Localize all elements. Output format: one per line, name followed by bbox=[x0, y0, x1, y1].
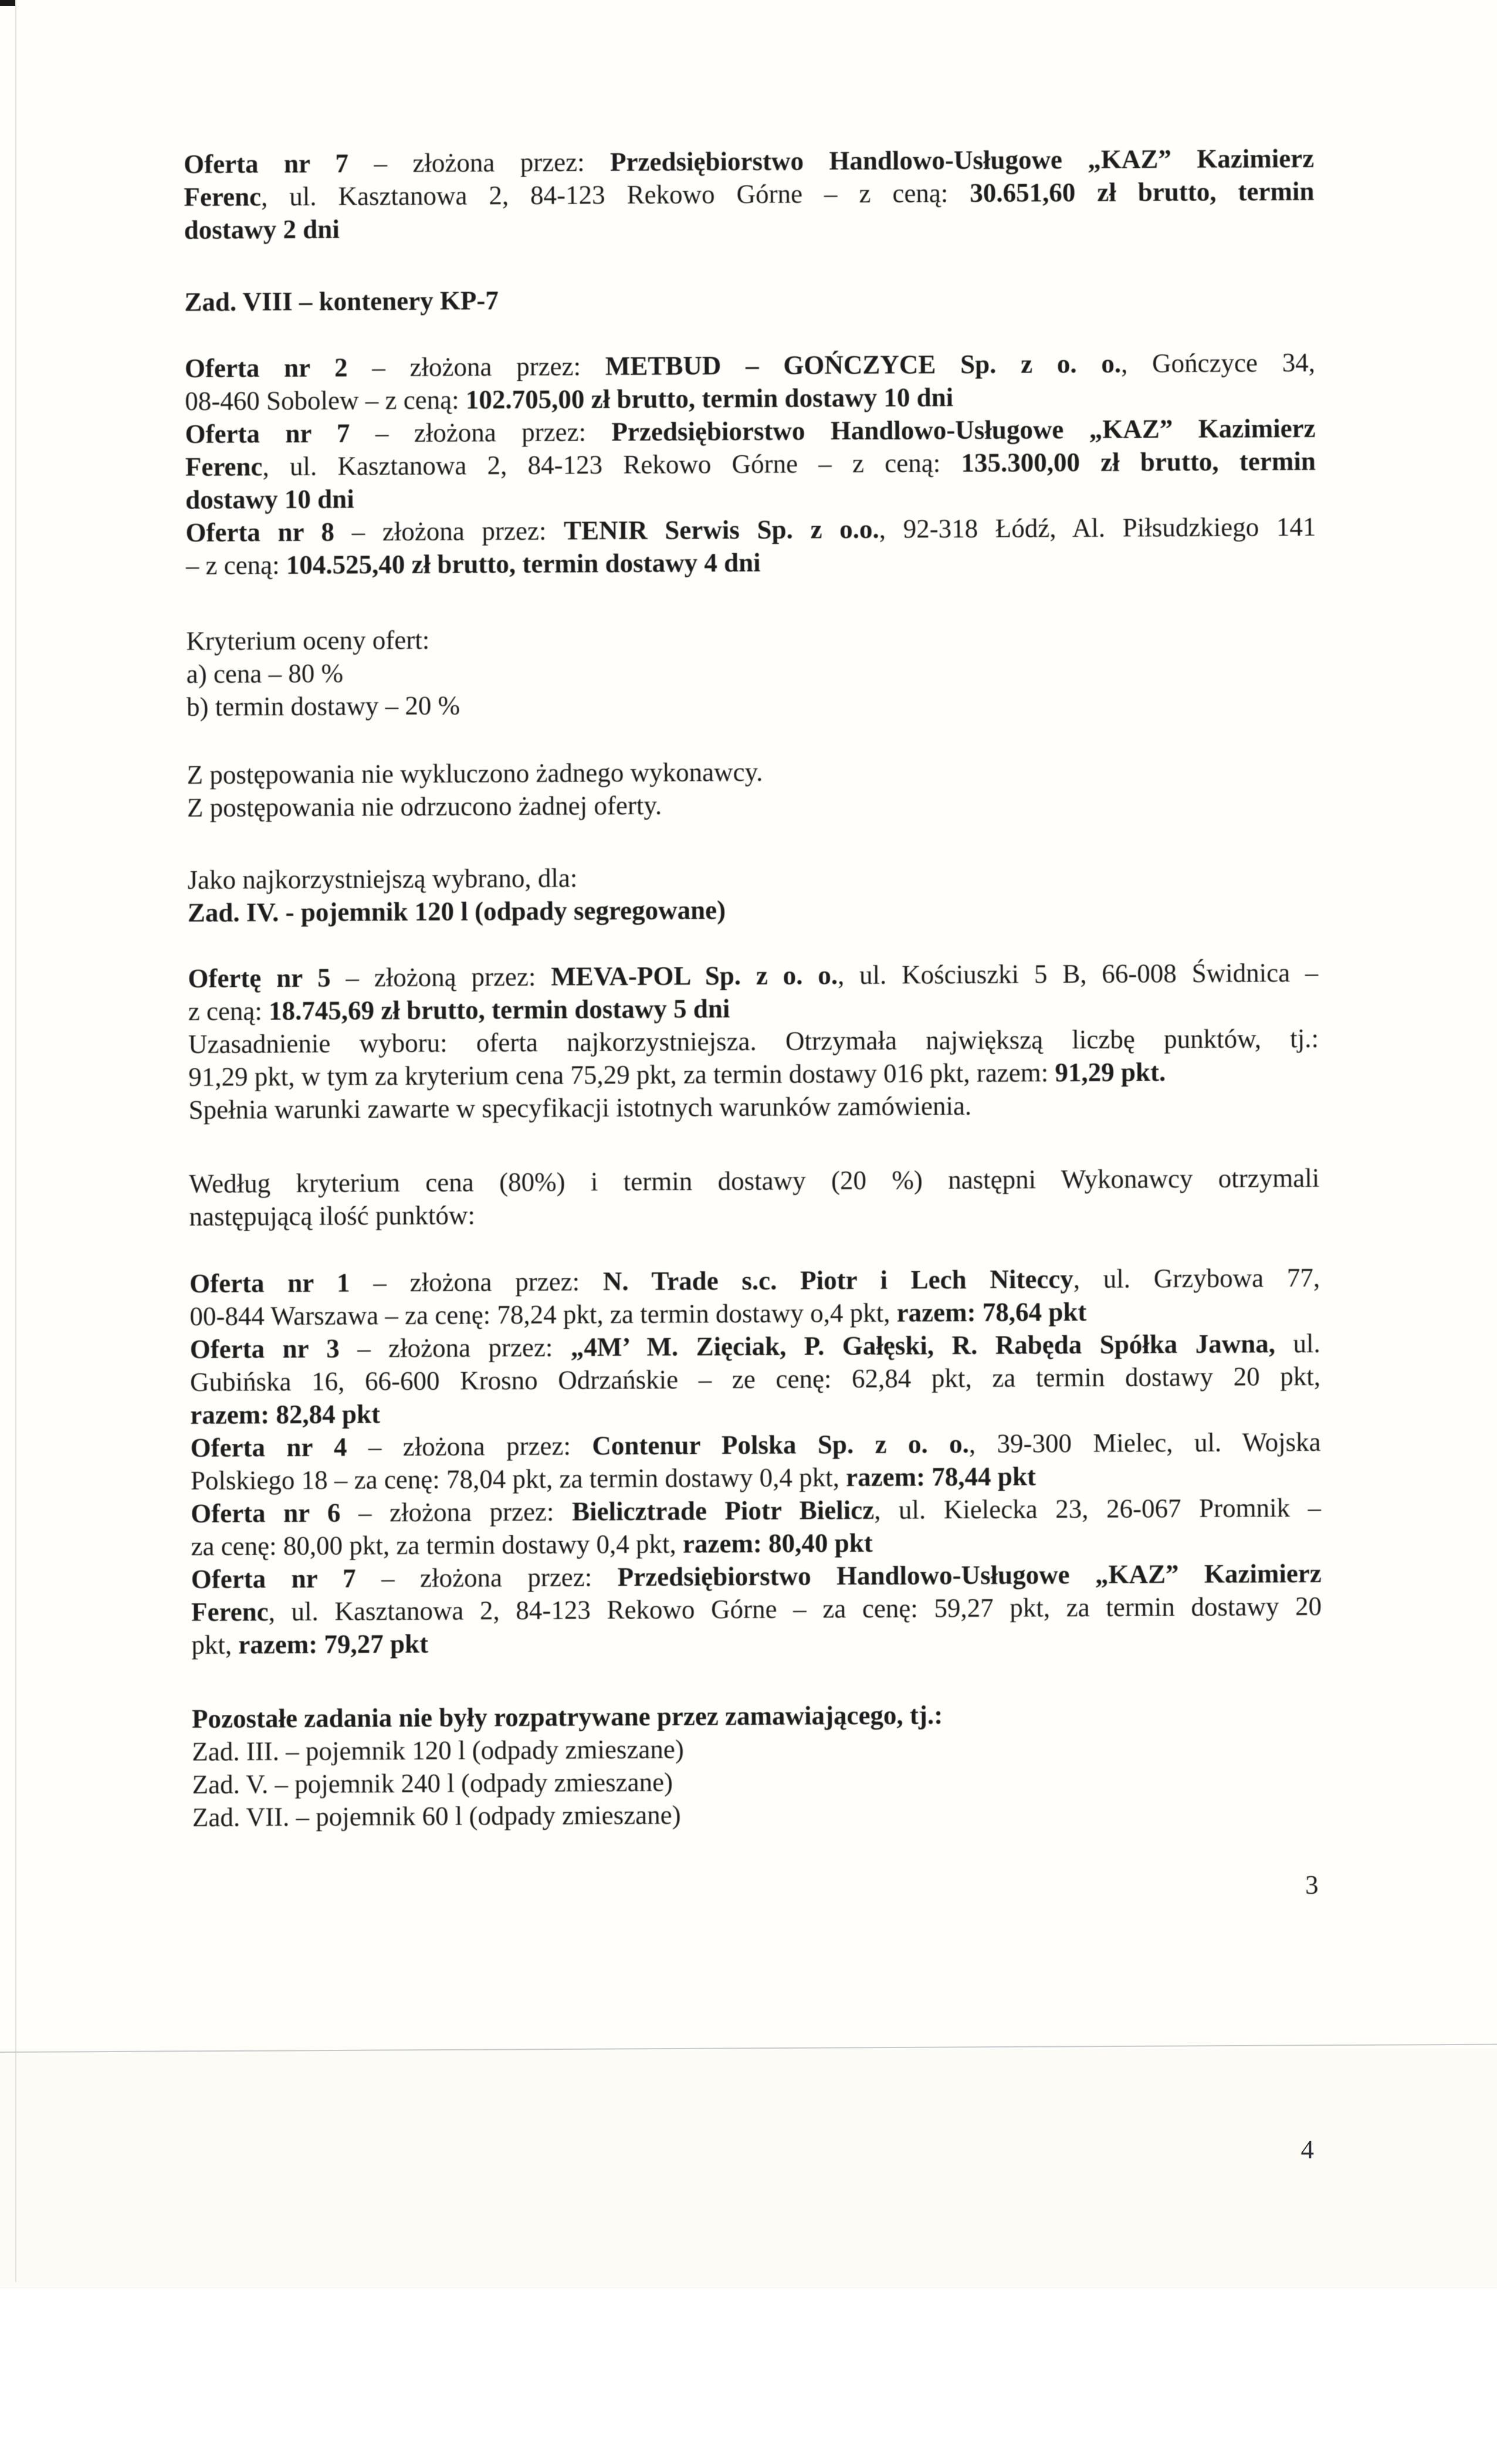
text-run: 91,29 pkt, w tym za kryterium cena 75,29 pkt, za termin dostawy 016 pkt, razem: bbox=[188, 1058, 1055, 1092]
remaining-tasks-block bbox=[192, 1697, 1323, 1834]
text-run: następującą ilość punktów: bbox=[189, 1200, 476, 1231]
paragraph bbox=[192, 1697, 1323, 1834]
text-line bbox=[185, 478, 1316, 516]
text-run: 00-844 Warszawa – za cenę: 78,24 pkt, za termin dostawy o,4 pkt, bbox=[189, 1298, 897, 1331]
text-run: Według kryterium cena (80%) i termin dostawy (20 %) następni Wykonawcy otrzymali bbox=[189, 1163, 1320, 1199]
text-run: b) termin dostawy – 20 % bbox=[186, 691, 460, 722]
offers-points-block bbox=[189, 1261, 1322, 1661]
text-run: za cenę: 80,00 pkt, za termin dostawy 0,4 pkt, bbox=[191, 1529, 683, 1561]
text-run: – złożona przez: bbox=[347, 1431, 592, 1462]
bold-run: TENIR Serwis Sp. z o.o. bbox=[563, 514, 879, 546]
text-run: , ul. Grzybowa 77, bbox=[1073, 1263, 1320, 1294]
text-line bbox=[190, 1327, 1320, 1366]
text-run: 08-460 Sobolew – z ceną: bbox=[185, 385, 466, 416]
bold-run: razem: 78,64 pkt bbox=[896, 1297, 1087, 1328]
text-line bbox=[191, 1590, 1322, 1629]
text-line bbox=[185, 445, 1316, 483]
text-line bbox=[191, 1623, 1322, 1661]
bold-run: razem: 82,84 pkt bbox=[190, 1399, 381, 1430]
bold-run: „4M’ M. Zięciak, P. Gałęski, R. Rabęda Spółka Jawna, bbox=[570, 1329, 1276, 1362]
text-run: Gubińska 16, 66-600 Krosno Odrzańskie – ze cenę: 62,84 pkt, za termin dostawy 20 pkt, bbox=[189, 1361, 1321, 1397]
page-number-3: 3 bbox=[1305, 1870, 1319, 1900]
paragraph bbox=[190, 1327, 1321, 1431]
text-line bbox=[192, 1795, 1323, 1834]
bold-run: MEVA-POL Sp. z o. o. bbox=[551, 960, 838, 991]
text-run: Zad. V. – pojemnik 240 l (odpady zmieszane) bbox=[192, 1767, 673, 1799]
paragraph bbox=[188, 1088, 1319, 1126]
text-run: , 39-300 Mielec, ul. Wojska bbox=[968, 1427, 1321, 1459]
procedure-notes-block bbox=[187, 753, 1318, 824]
bold-run: 104.525,40 zł brutto, termin dostawy 4 dni bbox=[286, 547, 761, 580]
text-line bbox=[190, 1426, 1320, 1464]
paragraph bbox=[187, 858, 1318, 929]
text-run: Polskiego 18 – za cenę: 78,04 pkt, za termin dostawy 0,4 pkt, bbox=[190, 1463, 846, 1495]
text-run: , ul. Kasztanowa 2, 84-123 Rekowo Górne – za cenę: 59,27 pkt, za termin dostawy 20 bbox=[268, 1591, 1322, 1627]
text-line bbox=[191, 1557, 1322, 1596]
bold-run: Przedsiębiorstwo Handlowo-Usługowe „KAZ” Kazimierz bbox=[611, 413, 1316, 447]
zad-viii-heading-block bbox=[184, 280, 1315, 319]
text-line bbox=[191, 1458, 1321, 1497]
text-run: Uzasadnienie wyboru: oferta najkorzystniejsza. Otrzymała największą liczbę punktów, tj.: bbox=[188, 1023, 1319, 1059]
text-run: a) cena – 80 % bbox=[186, 658, 344, 689]
text-run: pkt, bbox=[191, 1630, 239, 1660]
criteria-list-block bbox=[186, 619, 1317, 723]
text-line bbox=[187, 786, 1318, 824]
text-run: Zad. VII. – pojemnik 60 l (odpady zmieszane) bbox=[192, 1800, 681, 1832]
text-line bbox=[185, 379, 1315, 418]
bold-run: Oferta nr 2 bbox=[184, 353, 348, 383]
bold-run: razem: 78,44 pkt bbox=[846, 1461, 1036, 1492]
scan-edge-line bbox=[15, 0, 16, 2282]
bold-run: razem: 79,27 pkt bbox=[238, 1629, 429, 1660]
bold-run: Oferta nr 3 bbox=[189, 1333, 340, 1364]
text-run: , ul. Kielecka 23, 26-067 Promnik – bbox=[873, 1492, 1322, 1525]
text-line bbox=[187, 652, 1317, 691]
bold-run: Oferta nr 8 bbox=[185, 517, 335, 547]
paragraph bbox=[185, 346, 1316, 418]
text-line bbox=[188, 1022, 1319, 1061]
bold-run: Oferta nr 7 bbox=[185, 418, 350, 449]
bold-run: Oferta nr 7 bbox=[184, 148, 349, 179]
text-line bbox=[189, 1294, 1320, 1333]
text-line bbox=[187, 858, 1318, 896]
text-run: Jako najkorzystniejszą wybrano, dla: bbox=[187, 863, 578, 895]
text-run: – złożona przez: bbox=[350, 1267, 604, 1298]
text-run: – złożona przez: bbox=[339, 1332, 571, 1363]
paragraph bbox=[191, 1491, 1322, 1563]
text-run: Kryterium oceny ofert: bbox=[186, 625, 430, 656]
text-line bbox=[184, 142, 1314, 181]
bold-run: dostawy 10 dni bbox=[185, 484, 354, 515]
paragraph bbox=[191, 1557, 1322, 1661]
bold-run: METBUD – GOŃCZYCE Sp. z o. o. bbox=[605, 348, 1122, 381]
paragraph bbox=[184, 142, 1315, 246]
paragraph bbox=[184, 280, 1315, 319]
text-line bbox=[189, 1261, 1320, 1300]
text-line bbox=[187, 685, 1317, 723]
text-run: , ul. Kasztanowa 2, 84-123 Rekowo Górne – z ceną: bbox=[260, 178, 970, 212]
text-run: – złożona przez: bbox=[334, 516, 564, 547]
paragraph bbox=[185, 412, 1316, 516]
text-line bbox=[184, 175, 1314, 214]
text-line bbox=[191, 1491, 1321, 1530]
text-line bbox=[192, 1729, 1322, 1768]
text-line bbox=[188, 891, 1318, 929]
paragraph bbox=[187, 753, 1318, 824]
text-run: , 92-318 Łódź, Al. Piłsudzkiego 141 bbox=[879, 512, 1316, 544]
text-line bbox=[185, 510, 1316, 549]
text-line bbox=[192, 1697, 1322, 1735]
text-run: z ceną: bbox=[188, 996, 269, 1026]
bold-run: razem: 80,40 pkt bbox=[682, 1528, 873, 1559]
meva-pol-selection-block bbox=[188, 956, 1319, 1126]
bold-run: 18.745,69 zł brutto, termin dostawy 5 dni bbox=[268, 994, 730, 1026]
text-run: , ul. Kasztanowa 2, 84-123 Rekowo Górne – z ceną: bbox=[262, 448, 961, 482]
bold-run: dostawy 2 dni bbox=[184, 214, 340, 245]
scan-corner-artifact bbox=[0, 0, 15, 6]
text-run: Spełnia warunki zawarte w specyfikacji istotnych warunków zamówienia. bbox=[188, 1091, 972, 1125]
text-line bbox=[191, 1524, 1321, 1563]
paragraph bbox=[190, 1426, 1321, 1497]
bold-run: 102.705,00 zł brutto, termin dostawy 10 dni bbox=[465, 383, 954, 415]
document-text bbox=[184, 142, 1323, 1907]
text-run: – złożoną przez: bbox=[330, 962, 551, 993]
bold-run: Pozostałe zadania nie były rozpatrywane przez zamawiającego, tj.: bbox=[191, 1700, 943, 1734]
text-run: ul. bbox=[1275, 1328, 1320, 1359]
text-line bbox=[188, 989, 1319, 1028]
text-line bbox=[184, 208, 1315, 246]
bold-run: 91,29 pkt. bbox=[1055, 1057, 1166, 1088]
text-line bbox=[188, 1088, 1319, 1126]
paragraph bbox=[189, 1261, 1320, 1333]
bold-run: Zad. IV. - pojemnik 120 l (odpady segregowane) bbox=[187, 895, 726, 928]
paragraph bbox=[188, 1022, 1319, 1094]
text-run: – złożona przez: bbox=[355, 1562, 618, 1593]
bold-run: Oferta nr 4 bbox=[190, 1432, 347, 1463]
paragraph bbox=[186, 619, 1317, 723]
text-run: – złożona przez: bbox=[340, 1497, 573, 1528]
bold-run: Oferta nr 1 bbox=[189, 1268, 350, 1298]
page-number-4: 4 bbox=[1300, 2135, 1314, 2164]
text-run: – złożona przez: bbox=[350, 417, 612, 448]
selection-heading-block bbox=[187, 858, 1318, 929]
bold-run: Przedsiębiorstwo Handlowo-Usługowe „KAZ” Kazimierz bbox=[609, 143, 1315, 177]
text-run: – złożona przez: bbox=[348, 147, 611, 178]
text-line bbox=[186, 619, 1316, 658]
bold-run: Zad. VIII – kontenery KP-7 bbox=[184, 286, 499, 317]
text-run: – złożona przez: bbox=[347, 351, 605, 383]
bold-run: Przedsiębiorstwo Handlowo-Usługowe „KAZ” Kazimierz bbox=[617, 1558, 1322, 1592]
text-run: , Gończyce 34, bbox=[1120, 347, 1316, 378]
text-line bbox=[192, 1762, 1322, 1801]
text-line bbox=[190, 1393, 1320, 1431]
bold-run: Ofertę nr 5 bbox=[188, 963, 331, 993]
text-line bbox=[189, 1162, 1319, 1200]
text-line bbox=[188, 956, 1318, 995]
bold-run: Oferta nr 7 bbox=[191, 1563, 356, 1594]
bold-run: N. Trade s.c. Piotr i Lech Niteccy bbox=[602, 1264, 1073, 1297]
text-line bbox=[184, 280, 1315, 319]
bold-run: Ferenc bbox=[185, 452, 263, 482]
bold-run: 135.300,00 zł brutto, termin bbox=[961, 446, 1316, 478]
text-run: Z postępowania nie odrzucono żadnej oferty. bbox=[187, 790, 662, 823]
paragraph bbox=[189, 1162, 1320, 1233]
bold-run: Ferenc bbox=[191, 1597, 269, 1627]
criteria-intro-block bbox=[189, 1162, 1320, 1233]
page-4-scan-background bbox=[0, 2049, 1497, 2287]
bold-run: Bielicztrade Piotr Bielicz bbox=[571, 1495, 875, 1527]
zad-viii-offers-block bbox=[185, 346, 1316, 582]
text-line bbox=[188, 1055, 1319, 1094]
bold-run: Contenur Polska Sp. z o. o. bbox=[592, 1429, 969, 1461]
text-line bbox=[190, 1360, 1320, 1399]
bold-run: Oferta nr 6 bbox=[191, 1498, 341, 1528]
text-line bbox=[189, 1194, 1319, 1233]
text-line bbox=[185, 412, 1315, 451]
text-run: – z ceną: bbox=[185, 550, 287, 580]
text-line bbox=[186, 543, 1316, 582]
text-run: Z postępowania nie wykluczono żadnego wykonawcy. bbox=[187, 757, 763, 790]
text-run: Zad. III. – pojemnik 120 l (odpady zmieszane) bbox=[192, 1734, 684, 1766]
text-run: , ul. Kościuszki 5 B, 66-008 Świdnica – bbox=[837, 957, 1319, 990]
offer7-continuation-block bbox=[184, 142, 1315, 246]
bold-run: Ferenc bbox=[184, 182, 262, 212]
text-line bbox=[187, 753, 1317, 791]
paragraph bbox=[188, 956, 1319, 1028]
text-line bbox=[185, 346, 1315, 385]
paragraph bbox=[185, 510, 1316, 582]
bold-run: 30.651,60 zł brutto, termin bbox=[970, 176, 1315, 208]
